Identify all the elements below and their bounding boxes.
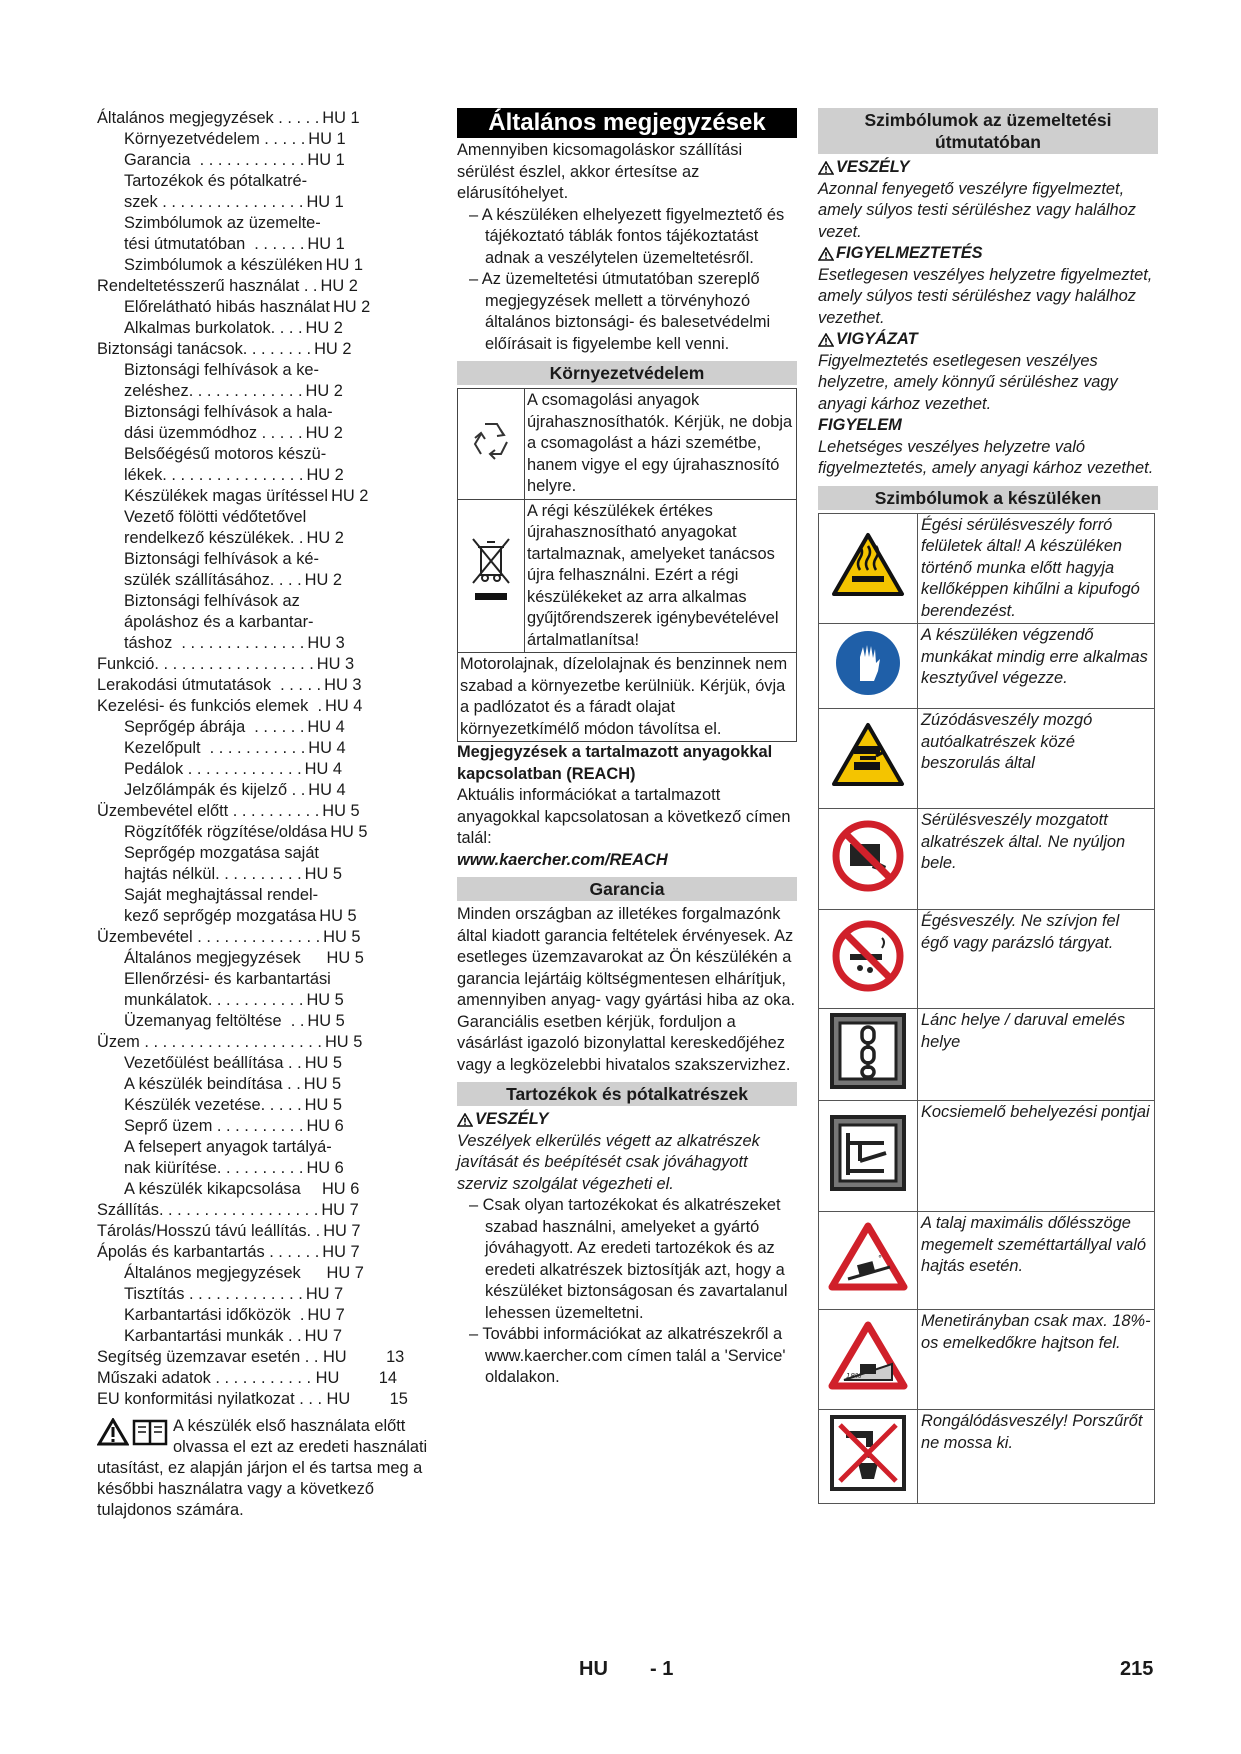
symbol-description: Zúzódásveszély mozgó autóalkatrészek közé beszorulás által xyxy=(918,709,1155,809)
toc-entry[interactable]: Üzem . . . . . . . . . . . . . . . . . . . . HU 5 xyxy=(97,1033,363,1051)
table-row xyxy=(819,1101,1155,1212)
table-of-contents xyxy=(97,108,432,1521)
table-row xyxy=(819,513,1155,624)
manual-book-icon xyxy=(131,1418,169,1446)
toc-page-ref: HU 7 xyxy=(304,1327,342,1345)
toc-entry[interactable]: Vezető fölötti védőtetővel xyxy=(124,508,307,526)
toc-entry[interactable]: ápoláshoz és a karbantar- xyxy=(124,613,314,631)
parts-warning-text: Veszélyek elkerülés végett az alkatrészek javítását és beépítését csak jóváhagyott szerviz szolgálat végezheti el. xyxy=(457,1131,760,1193)
toc-entry[interactable]: Seprőgép ábrája . . . . . . HU 4 xyxy=(124,718,345,736)
toc-entry[interactable]: Rendeltetésszerű használat . . HU 2 xyxy=(97,277,358,295)
toc-entry[interactable]: Általános megjegyzések HU 5 xyxy=(124,949,364,967)
toc-page-ref: HU 1 xyxy=(306,193,344,211)
toc-entry[interactable]: dási üzemmódhoz . . . . . HU 2 xyxy=(124,424,343,442)
toc-page-ref: HU 2 xyxy=(320,277,358,295)
toc-page-ref: HU 2 xyxy=(332,298,371,316)
warning-triangle-icon xyxy=(818,333,834,347)
no-smoking-icon xyxy=(830,980,906,998)
toc-page-ref: HU 5 xyxy=(304,1054,343,1072)
warning-triangle-icon xyxy=(818,161,834,175)
toc-entry[interactable]: kező seprőgép mozgatása HU 5 xyxy=(124,907,357,925)
toc-page-ref: HU 5 xyxy=(304,1096,342,1114)
toc-page-ref: HU 4 xyxy=(308,739,346,757)
toc-entry[interactable]: Funkció. . . . . . . . . . . . . . . . . . HU 3 xyxy=(97,655,355,673)
toc-entry[interactable]: EU konformitási nyilatkozat . . . HU 15 xyxy=(97,1390,408,1408)
toc-page-ref: HU 2 xyxy=(304,571,342,589)
toc-entry[interactable]: Készülékek magas ürítéssel HU 2 xyxy=(124,487,369,505)
toc-entry[interactable]: Szimbólumok a készüléken HU 1 xyxy=(124,256,363,274)
table-row xyxy=(819,1009,1155,1101)
parts-signal-word: VESZÉLY xyxy=(457,1109,797,1131)
environment-table xyxy=(457,388,797,742)
device-symbols-table xyxy=(818,513,1155,1505)
svg-text:18%: 18% xyxy=(846,1372,862,1381)
signal-word: FIGYELEM xyxy=(818,416,902,434)
toc-page-ref: HU 2 xyxy=(306,466,344,484)
toc-page-ref: HU 2 xyxy=(305,319,343,337)
toc-entry[interactable]: táshoz . . . . . . . . . . . . . . HU 3 xyxy=(124,634,345,652)
signal-word-list xyxy=(818,157,1158,480)
page-title: Általános megjegyzések xyxy=(457,108,797,138)
toc-entry[interactable]: Biztonsági felhívások a ké- xyxy=(124,550,319,568)
gloves-icon xyxy=(832,685,904,703)
toc-entry[interactable]: Biztonsági felhívások a hala- xyxy=(124,403,333,421)
toc-entry[interactable]: Lerakodási útmutatások . . . . . HU 3 xyxy=(97,676,362,694)
section-heading-manual-symbols: Szimbólumok az üzemeltetési útmutatóban xyxy=(818,108,1158,154)
toc-page-ref: HU 5 xyxy=(304,865,342,883)
toc-page-ref: HU 5 xyxy=(330,823,368,841)
warning-triangle-icon xyxy=(818,247,834,261)
toc-page-ref: HU 4 xyxy=(307,718,345,736)
warning-triangle-icon xyxy=(97,1418,129,1446)
toc-entry[interactable]: Garancia . . . . . . . . . . . . HU 1 xyxy=(124,151,345,169)
toc-entry[interactable]: Előrelátható hibás használat HU 2 xyxy=(124,298,371,316)
intro-note xyxy=(97,1416,432,1521)
general-bullet: – Az üzemeltetési útmutatóban szereplő megjegyzések mellett a törvényhozó általános biztonsági- és balesetvédelmi előírásait is figyelembe kell venni. xyxy=(469,270,771,353)
toc-page-ref: HU 7 xyxy=(323,1222,361,1240)
toc-entry[interactable]: Belsőégésű motoros készü- xyxy=(124,445,327,463)
signal-description: Figyelmeztetés esetlegesen veszélyes helyzetre, amely könnyű sérüléshez vagy anyagi kárhoz vezethet. xyxy=(818,351,1118,413)
environment-recycle-text: A csomagolási anyagok újrahasznosíthatók. Kérjük, ne dobja a csomagolást a házi szemétbe, hanem vigye el egy újrahasznosító helyre. xyxy=(525,389,797,500)
intro-text: A készülék első használata előtt olvassa el ezt az eredeti használati utasítást, ez alapján járjon el és tartsa meg a későbbi használatra vagy a következő tulajdonos számára. xyxy=(97,1417,428,1519)
toc-page-ref: HU 7 xyxy=(321,1201,359,1219)
table-row xyxy=(819,709,1155,809)
table-row xyxy=(458,499,797,653)
toc-page-ref: HU 5 xyxy=(322,802,360,820)
toc-entry[interactable]: Rögzítőfék rögzítése/oldása HU 5 xyxy=(124,823,368,841)
toc-entry[interactable]: Műszaki adatok . . . . . . . . . . . HU 14 xyxy=(97,1369,397,1387)
reach-text: Aktuális információkat a tartalmazott anyagokkal kapcsolatosan a következő címen talál: xyxy=(457,786,791,847)
symbol-description: Sérülésveszély mozgatott alkatrészek által. Ne nyúljon bele. xyxy=(918,809,1155,910)
table-row xyxy=(819,910,1155,1009)
toc-page-ref: HU 4 xyxy=(304,760,342,778)
toc-page-ref: HU 1 xyxy=(322,109,360,127)
toc-entry[interactable]: Szimbólumok az üzemelte- xyxy=(124,214,321,232)
toc-entry[interactable]: szülék szállításához. . . . HU 2 xyxy=(124,571,342,589)
toc-entry[interactable]: Biztonsági tanácsok. . . . . . . . HU 2 xyxy=(97,340,352,358)
toc-page-ref: HU 1 xyxy=(308,130,346,148)
toc-page-ref: HU 7 xyxy=(326,1264,364,1282)
toc-page-ref: HU 1 xyxy=(325,256,363,274)
toc-entry[interactable]: A felsepert anyagok tartályá- xyxy=(124,1138,332,1156)
toc-page-ref: HU 2 xyxy=(314,340,352,358)
toc-entry[interactable]: Seprő üzem . . . . . . . . . . HU 6 xyxy=(124,1117,344,1135)
table-row xyxy=(819,809,1155,910)
toc-entry[interactable]: Pedálok . . . . . . . . . . . . . HU 4 xyxy=(124,760,342,778)
toc-page-ref: HU 7 xyxy=(307,1306,345,1324)
table-row xyxy=(819,1310,1155,1410)
toc-page-ref: 14 xyxy=(378,1369,397,1387)
toc-entry[interactable]: Alkalmas burkolatok. . . . HU 2 xyxy=(124,319,343,337)
tilt-hazard-icon xyxy=(828,1254,908,1297)
footer-language: HU xyxy=(579,1658,608,1680)
toc-entry[interactable]: munkálatok. . . . . . . . . . . HU 5 xyxy=(124,991,344,1009)
crossed-bin-icon xyxy=(465,533,517,613)
toc-entry[interactable]: rendelkező készülékek. . HU 2 xyxy=(124,529,344,547)
toc-entry[interactable]: Ápolás és karbantartás . . . . . . HU 7 xyxy=(97,1243,360,1261)
parts-bullet: – További információkat az alkatrészekről a www.kaercher.com címen talál a 'Service' oldalakon. xyxy=(469,1325,786,1386)
toc-entry[interactable]: Biztonsági felhívások a ke- xyxy=(124,361,319,379)
toc-page-ref: HU 5 xyxy=(324,1033,363,1051)
toc-entry[interactable]: Környezetvédelem . . . . . HU 1 xyxy=(124,130,346,148)
toc-entry[interactable]: Tárolás/Hosszú távú leállítás. . HU 7 xyxy=(97,1222,361,1240)
signal-description: Lehetséges veszélyes helyzetre való figyelmeztetés, amely anyagi kárhoz vezethet. xyxy=(818,437,1154,477)
column-general xyxy=(457,108,797,1389)
toc-entry[interactable]: Vezetőülést beállítása . . HU 5 xyxy=(124,1054,343,1072)
toc-page-ref: 15 xyxy=(389,1390,408,1408)
reach-link[interactable]: www.kaercher.com/REACH xyxy=(457,850,668,869)
signal-word: VIGYÁZAT xyxy=(818,329,1158,351)
toc-page-ref: HU 2 xyxy=(331,487,369,505)
symbol-description: Égésveszély. Ne szívjon fel égő vagy parázsló tárgyat. xyxy=(918,910,1155,1009)
table-row xyxy=(819,624,1155,709)
symbol-description: Kocsiemelő behelyezési pontjai xyxy=(918,1101,1155,1212)
toc-page-ref: 13 xyxy=(386,1348,405,1366)
section-heading-accessories: Tartozékok és pótalkatrészek xyxy=(457,1082,797,1106)
symbol-description: Égési sérülésveszély forró felületek által! A készüléken történő munka előtt hagyja kellőképpen kihűlni a kipufogó berendezést. xyxy=(918,513,1155,624)
crush-hazard-icon xyxy=(830,776,906,794)
toc-entry[interactable]: A készülék beindítása . . HU 5 xyxy=(124,1075,342,1093)
intro-icons xyxy=(97,1418,169,1446)
toc-entry[interactable]: Segítség üzemzavar esetén . . HU 13 xyxy=(97,1348,405,1366)
toc-page-ref: HU 6 xyxy=(306,1117,344,1135)
toc-page-ref: HU 2 xyxy=(305,424,343,442)
toc-entry[interactable]: Seprőgép mozgatása saját xyxy=(124,844,319,862)
toc-page-ref: HU 6 xyxy=(306,1159,344,1177)
toc-entry[interactable]: Üzembevétel . . . . . . . . . . . . . . HU 5 xyxy=(97,928,361,946)
toc-page-ref: HU 5 xyxy=(306,991,344,1009)
toc-entry[interactable]: Üzemanyag feltöltése . . HU 5 xyxy=(124,1012,345,1030)
table-row xyxy=(819,1410,1155,1504)
toc-page-ref: HU 1 xyxy=(307,151,345,169)
toc-entry[interactable]: tési útmutatóban . . . . . . HU 1 xyxy=(124,235,345,253)
toc-page-ref: HU 5 xyxy=(303,1075,342,1093)
toc-entry[interactable]: Üzembevétel előtt . . . . . . . . . . HU 5 xyxy=(97,802,360,820)
no-reach-icon xyxy=(830,880,906,898)
symbol-description: Lánc helye / daruval emelés helye xyxy=(918,1009,1155,1101)
symbol-description: A készüléken végzendő munkákat mindig erre alkalmas kesztyűvel végezze. xyxy=(918,624,1155,709)
toc-page-ref: HU 7 xyxy=(322,1243,360,1261)
recycle-icon xyxy=(465,416,517,466)
toc-entry[interactable]: Általános megjegyzések . . . . . HU 1 xyxy=(97,109,360,127)
toc-entry[interactable]: Tartozékok és pótalkatré- xyxy=(124,172,308,190)
jack-point-icon xyxy=(828,1179,908,1197)
toc-entry[interactable]: Általános megjegyzések HU 7 xyxy=(124,1264,364,1282)
toc-page-ref: HU 4 xyxy=(325,697,363,715)
section-heading-environment: Környezetvédelem xyxy=(457,361,797,385)
toc-page-ref: HU 2 xyxy=(306,529,344,547)
toc-page-ref: HU 5 xyxy=(319,907,357,925)
toc-entry[interactable]: A készülék kikapcsolása HU 6 xyxy=(124,1180,360,1198)
symbol-description: Rongálódásveszély! Porszűrőt ne mossa ki. xyxy=(918,1410,1155,1504)
hot-surface-icon xyxy=(830,586,906,604)
table-row xyxy=(819,1212,1155,1310)
warning-triangle-icon xyxy=(457,1113,473,1127)
toc-page-ref: HU 5 xyxy=(326,949,364,967)
environment-oil-note: Motorolajnak, dízelolajnak és benzinnek nem szabad a környezetbe kerülniük. Kérjük, óvja a padlózatot és a fáradt olajat környezetkímélő módon távolítsa el. xyxy=(458,653,797,742)
toc-entry[interactable]: lékek. . . . . . . . . . . . . . . . HU 2 xyxy=(124,466,344,484)
section-heading-warranty: Garancia xyxy=(457,877,797,901)
toc-page-ref: HU 5 xyxy=(323,928,361,946)
toc-entry[interactable]: zeléshez. . . . . . . . . . . . . HU 2 xyxy=(124,382,343,400)
reach-heading: Megjegyzések a tartalmazott anyagokkal kapcsolatban (REACH) xyxy=(457,743,773,783)
table-row xyxy=(458,653,797,742)
warranty-text: Minden országban az illetékes forgalmazónk által kiadott garancia feltételek érvényesek. Az esetleges üzemzavarokat az Ön készülékén a garancia lejártáig költségmentesen elhárítjuk, amennyiben anyag- vagy gyártási hiba az oka. Garanciális esetben kérjük, forduljon a vásárlást igazoló bizonylattal kereskedőjéhez vagy a legközelebbi hivatalos szakszervizhez. xyxy=(457,905,796,1074)
signal-word: VESZÉLY xyxy=(818,157,1158,179)
toc-entry[interactable]: nak kiürítése. . . . . . . . . . HU 6 xyxy=(124,1159,344,1177)
slope-icon xyxy=(828,1372,908,1396)
toc-entry[interactable]: Biztonsági felhívások az xyxy=(124,592,300,610)
symbol-description: Menetirányban csak max. 18%-os emelkedőkre hajtson fel. xyxy=(918,1310,1155,1410)
general-intro: Amennyiben kicsomagoláskor szállítási sérülést észlel, akkor értesítse az elárusítóhelyet. xyxy=(457,141,743,202)
signal-description: Azonnal fenyegető veszélyre figyelmeztet, amely súlyos testi sérüléshez vagy halálhoz vezet. xyxy=(818,179,1136,241)
toc-page-ref: HU 5 xyxy=(307,1012,345,1030)
toc-page-ref: HU 1 xyxy=(307,235,345,253)
toc-page-ref: HU 3 xyxy=(307,634,345,652)
footer-page-number: 215 xyxy=(1120,1658,1154,1680)
toc-list xyxy=(97,108,432,1410)
toc-page-ref: HU 6 xyxy=(321,1180,360,1198)
toc-entry[interactable]: Ellenőrzési- és karbantartási xyxy=(124,970,331,988)
footer-section-page: - 1 xyxy=(650,1658,674,1680)
svg-text:°: ° xyxy=(878,1254,882,1264)
symbol-description: A talaj maximális dőlésszöge megemelt szeméttartállyal való hajtás esetén. xyxy=(918,1212,1155,1310)
toc-entry[interactable]: Karbantartási időközök . HU 7 xyxy=(124,1306,345,1324)
environment-weee-text: A régi készülékek értékes újrahasznosítható anyagokat tartalmaznak, amelyeket tanácsos újra felhasználni. Ezért a régi készülékeket az arra alkalmas gyűjtőrendszerek igénybevételével ártalmatlanítsa! xyxy=(525,499,797,653)
no-wash-icon xyxy=(828,1479,908,1497)
toc-entry[interactable]: Saját meghajtással rendel- xyxy=(124,886,319,904)
section-heading-device-symbols: Szimbólumok a készüléken xyxy=(818,486,1158,510)
toc-page-ref: HU 3 xyxy=(316,655,355,673)
toc-entry[interactable]: hajtás nélkül. . . . . . . . . . HU 5 xyxy=(124,865,342,883)
toc-page-ref: HU 3 xyxy=(324,676,362,694)
toc-entry[interactable]: Karbantartási munkák . . HU 7 xyxy=(124,1327,342,1345)
column-symbols xyxy=(818,108,1158,1504)
toc-entry[interactable]: Készülék vezetése. . . . . HU 5 xyxy=(124,1096,342,1114)
toc-entry[interactable]: Tisztítás . . . . . . . . . . . . . HU 7 xyxy=(124,1285,344,1303)
toc-entry[interactable]: Kezelőpult . . . . . . . . . . . HU 4 xyxy=(124,739,346,757)
toc-entry[interactable]: Jelzőlámpák és kijelző . . HU 4 xyxy=(124,781,346,799)
parts-bullet: – Csak olyan tartozékokat és alkatrészeket szabad használni, amelyeket a gyártó jóváhagyott. Az eredeti tartozékok és az eredeti alkatrészek biztosítják azt, hogy a készüléket biztonságosan és zavartalanul lehessen üzemeltetni. xyxy=(469,1196,788,1322)
toc-entry[interactable]: Szállítás. . . . . . . . . . . . . . . . . . HU 7 xyxy=(97,1201,359,1219)
signal-description: Esetlegesen veszélyes helyzetre figyelmeztet, amely súlyos testi sérüléshez vagy halálhoz vezethet. xyxy=(818,265,1153,327)
table-row xyxy=(458,389,797,500)
toc-entry[interactable]: Kezelési- és funkciós elemek . HU 4 xyxy=(97,697,363,715)
toc-entry[interactable]: szek . . . . . . . . . . . . . . . . HU 1 xyxy=(124,193,344,211)
signal-word: FIGYELMEZTETÉS xyxy=(818,243,1158,265)
toc-page-ref: HU 7 xyxy=(305,1285,344,1303)
chain-icon xyxy=(828,1077,908,1095)
toc-page-ref: HU 2 xyxy=(305,382,343,400)
toc-page-ref: HU 4 xyxy=(308,781,346,799)
general-bullet: – A készüléken elhelyezett figyelmeztető és tájékoztató táblák fontos tájékoztatást adnak a veszélytelen üzemeltetésről. xyxy=(469,205,785,267)
